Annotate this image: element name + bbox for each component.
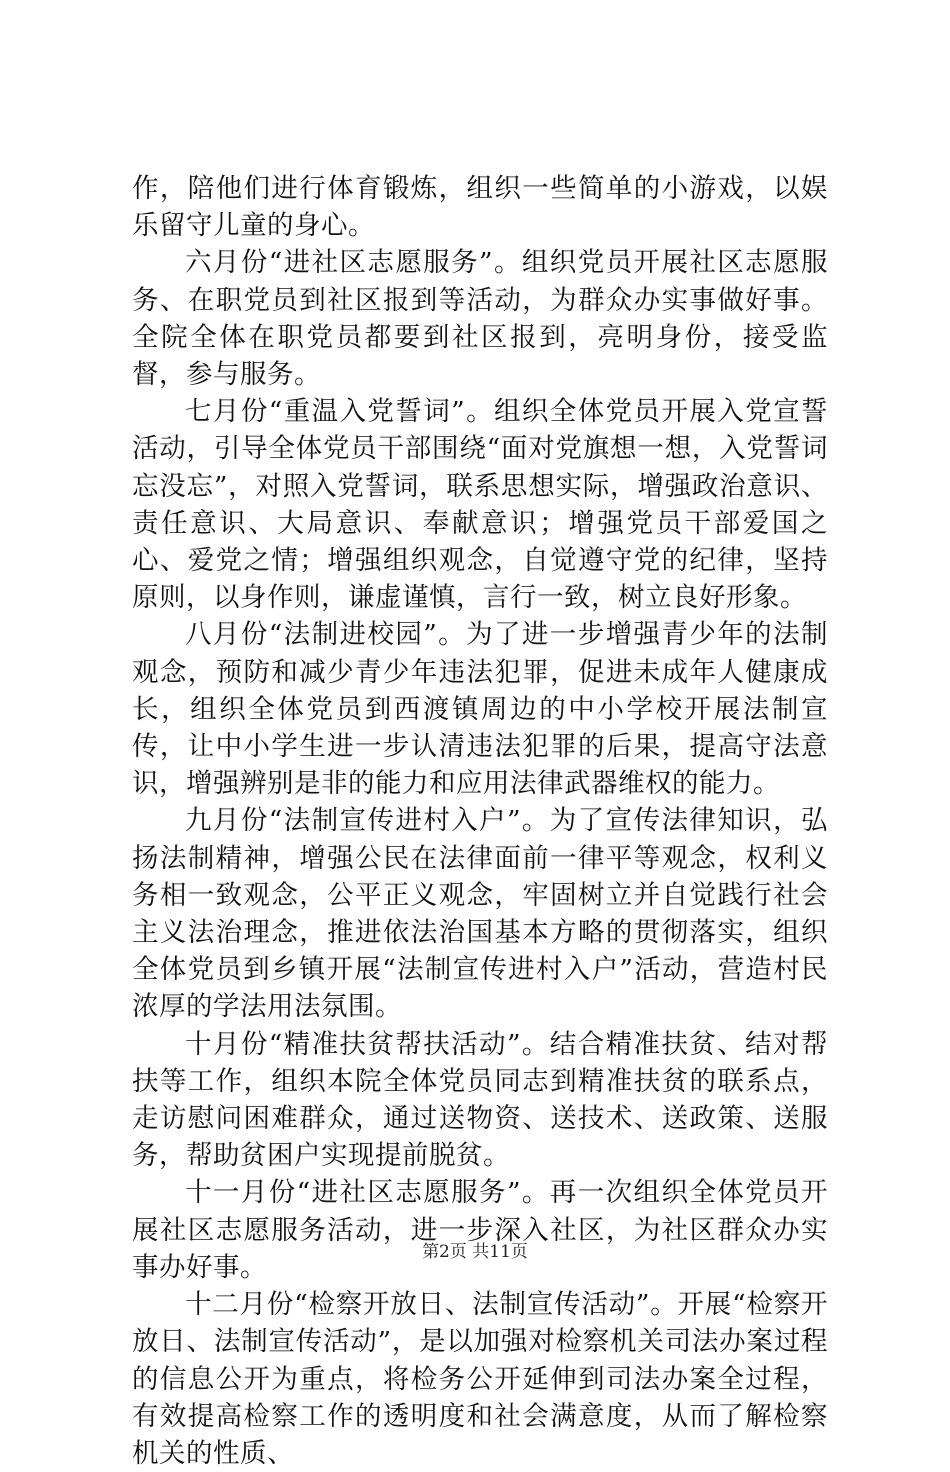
- paragraph-july: 七月份“重温入党誓词”。组织全体党员开展入党宣誓活动，引导全体党员干部围绕“面对党旗想一想，入党誓词忘没忘”，对照入党誓词，联系思想实际，增强政治意识、责任意识、大局意识、奉献意识；增强党员干部爱国之心、爱党之情；增强组织观念，自觉遵守党的纪律，坚持原则，以身作则，谦虚谨慎，言行一致，树立良好形象。: [132, 396, 828, 614]
- document-body: [132, 170, 828, 1472]
- paragraph-october: 十月份“精准扶贫帮扶活动”。结合精准扶贫、结对帮扶等工作，组织本院全体党员同志到精准扶贫的联系点，走访慰问困难群众，通过送物资、送技术、送政策、送服务，帮助贫困户实现提前脱贫。: [132, 1028, 828, 1172]
- paragraph-june: 六月份“进社区志愿服务”。组织党员开展社区志愿服务、在职党员到社区报到等活动，为群众办实事做好事。全院全体在职党员都要到社区报到，亮明身份，接受监督，参与服务。: [132, 247, 828, 391]
- paragraph-december: 十二月份“检察开放日、法制宣传活动”。开展“检察开放日、法制宣传活动”，是以加强对检察机关司法办案过程的信息公开为重点，将检务公开延伸到司法办案全过程，有效提高检察工作的透明度和社会满意度，从而了解检察机关的性质、: [132, 1289, 828, 1469]
- page-footer: [0, 1240, 950, 1264]
- page-number-label: 第2页 共11页: [422, 1242, 528, 1262]
- paragraph-continuation: 作，陪他们进行体育锻炼，组织一些简单的小游戏，以娱乐留守儿童的身心。: [132, 173, 828, 242]
- paragraph-november: 十一月份“进社区志愿服务”。再一次组织全体党员开展社区志愿服务活动，进一步深入社区，为社区群众办实事办好事。: [132, 1177, 828, 1283]
- paragraph-september: 九月份“法制宣传进村入户”。为了宣传法律知识，弘扬法制精神，增强公民在法律面前一律平等观念，权利义务相一致观念，公平正义观念，牢固树立并自觉践行社会主义法治理念，推进依法治国基本方略的贯彻落实，组织全体党员到乡镇开展“法制宣传进村入户”活动，营造村民浓厚的学法用法氛围。: [132, 805, 828, 1023]
- paragraph-august: 八月份“法制进校园”。为了进一步增强青少年的法制观念，预防和减少青少年违法犯罪，促进未成年人健康成长，组织全体党员到西渡镇周边的中小学校开展法制宣传，让中小学生进一步认清违法犯罪的后果，提高守法意识，增强辨别是非的能力和应用法律武器维权的能力。: [132, 619, 828, 800]
